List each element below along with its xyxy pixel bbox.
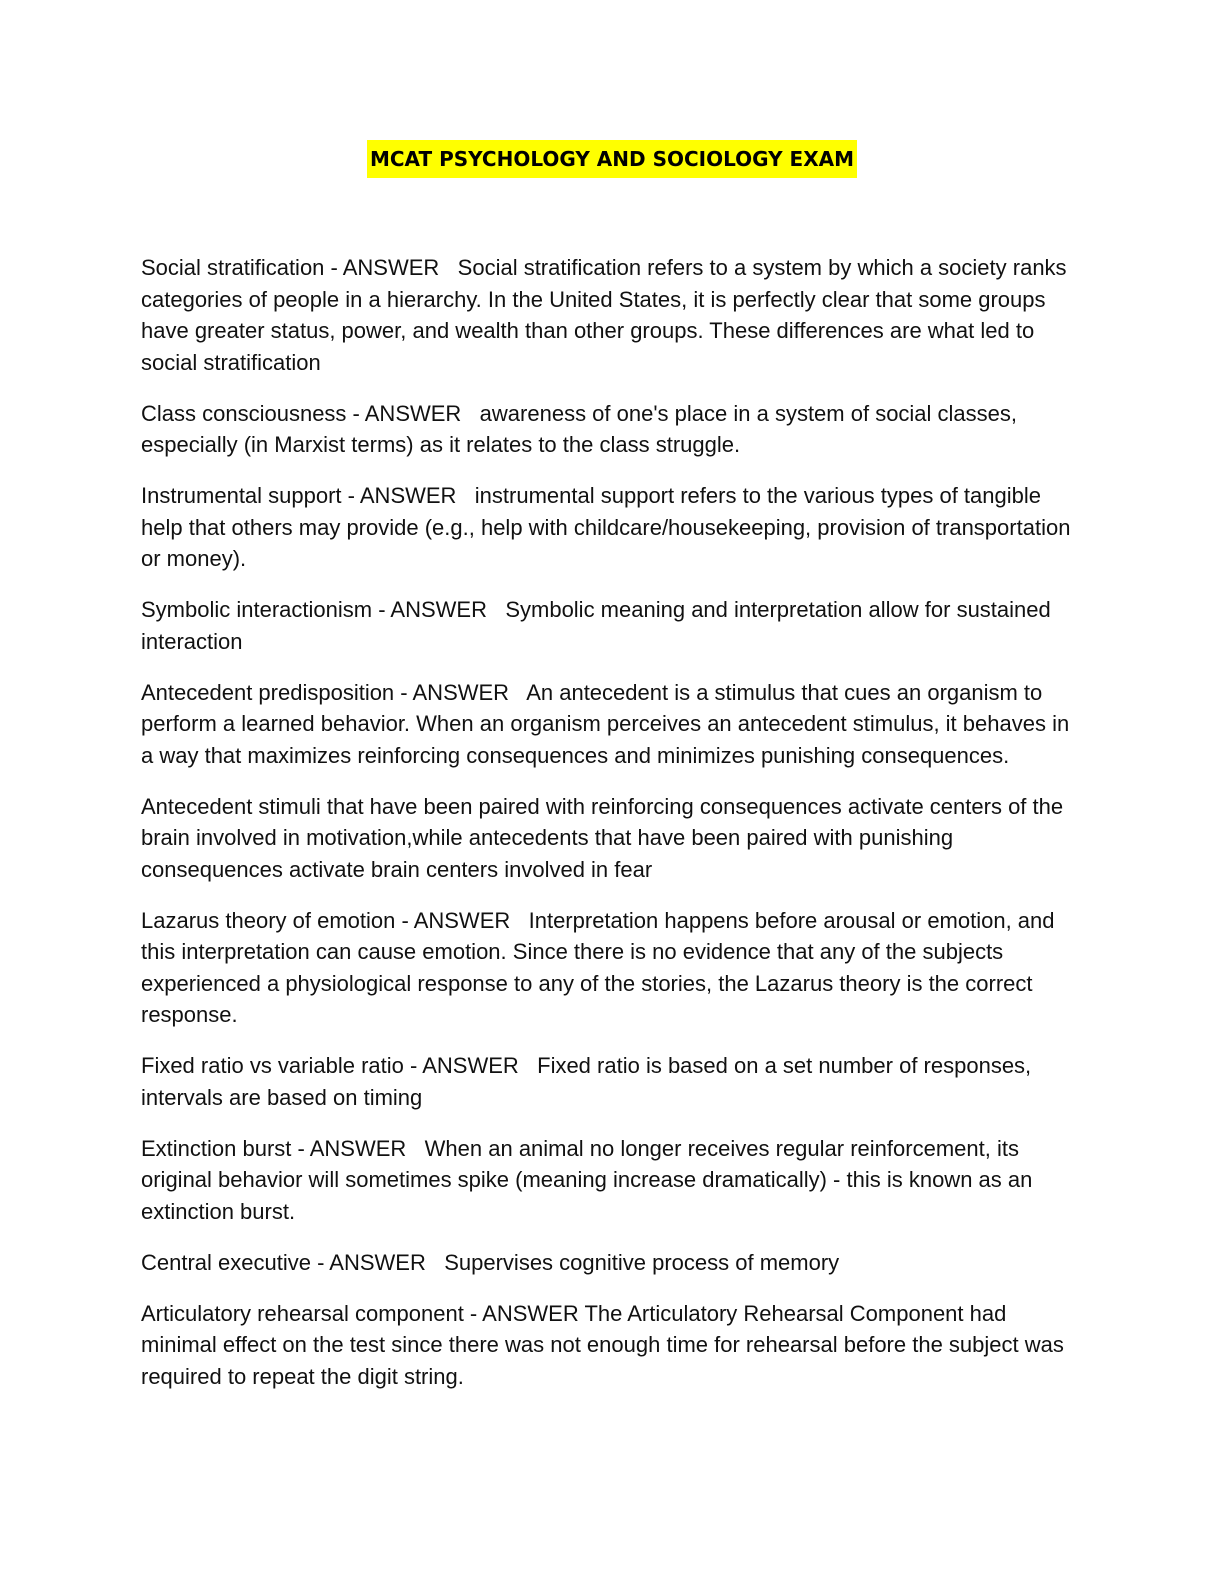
entry-answer: An antecedent is a stimulus that cues an organism to perform a learned behavior. When an organism perceives an antecedent stimulus, it behaves in a way that maximizes reinforcing consequences and minimizes punishing consequences. — [141, 679, 1070, 768]
qa-entry — [141, 677, 1086, 772]
qa-entry — [141, 1133, 1086, 1228]
title-container — [0, 140, 1224, 178]
qa-list — [141, 252, 1086, 1412]
entry-answer: The Articulatory Rehearsal Component had minimal effect on the test since there was not enough time for rehearsal before the subject was required to repeat the digit string. — [141, 1300, 1064, 1389]
entry-term: Lazarus theory of emotion - ANSWER — [141, 907, 511, 933]
entry-answer: Fixed ratio is based on a set number of responses, intervals are based on timing — [141, 1053, 1032, 1110]
entry-answer: Symbolic meaning and interpretation allow for sustained interaction — [141, 597, 1051, 654]
entry-answer: instrumental support refers to the various types of tangible help that others may provide (e.g., help with childcare/housekeeping, provision of transportation or money). — [141, 483, 1071, 571]
entry-term: Extinction burst - ANSWER — [141, 1135, 407, 1161]
qa-entry — [141, 252, 1086, 378]
qa-entry — [141, 905, 1086, 1031]
entry-term: Central executive - ANSWER — [141, 1249, 426, 1275]
qa-entry — [141, 1050, 1086, 1113]
entry-term: Antecedent predisposition - ANSWER — [141, 679, 510, 705]
entry-answer: Supervises cognitive process of memory — [444, 1249, 840, 1275]
qa-entry — [141, 594, 1086, 657]
entry-term: Class consciousness - ANSWER — [141, 400, 462, 426]
qa-entry — [141, 480, 1086, 575]
entry-term: Articulatory rehearsal component - ANSWER — [141, 1300, 579, 1326]
entry-answer: Interpretation happens before arousal or emotion, and this interpretation can cause emotion. Since there is no evidence that any of the subjects experienced a physiological response to any of the stories, the Lazarus theory is the correct response. — [141, 907, 1055, 1027]
entry-term: Social stratification - ANSWER — [141, 255, 440, 280]
qa-entry — [141, 398, 1086, 461]
entry-term: Symbolic interactionism - ANSWER — [141, 597, 487, 622]
qa-continuation — [141, 791, 1086, 886]
entry-answer: Social stratification refers to a system by which a society ranks categories of people in a hierarchy. In the United States, it is perfectly clear that some groups have greater status, power, and wealth than other groups. These differences are what led to social stratification — [141, 255, 1067, 375]
document-title: MCAT PSYCHOLOGY AND SOCIOLOGY EXAM — [367, 140, 857, 178]
qa-entry — [141, 1298, 1086, 1393]
entry-term: Fixed ratio vs variable ratio - ANSWER — [141, 1053, 519, 1078]
entry-answer: Antecedent stimuli that have been paired with reinforcing consequences activate centers of the brain involved in motivation,while antecedents that have been paired with punishing consequences activate brain centers involved in fear — [141, 793, 1064, 882]
entry-answer: When an animal no longer receives regular reinforcement, its original behavior will sometimes spike (meaning increase dramatically) - this is known as an extinction burst. — [141, 1135, 1033, 1224]
qa-entry — [141, 1247, 1086, 1279]
entry-term: Instrumental support - ANSWER — [141, 483, 457, 508]
entry-answer: awareness of one's place in a system of social classes, especially (in Marxist terms) as it relates to the class struggle. — [141, 400, 1018, 457]
